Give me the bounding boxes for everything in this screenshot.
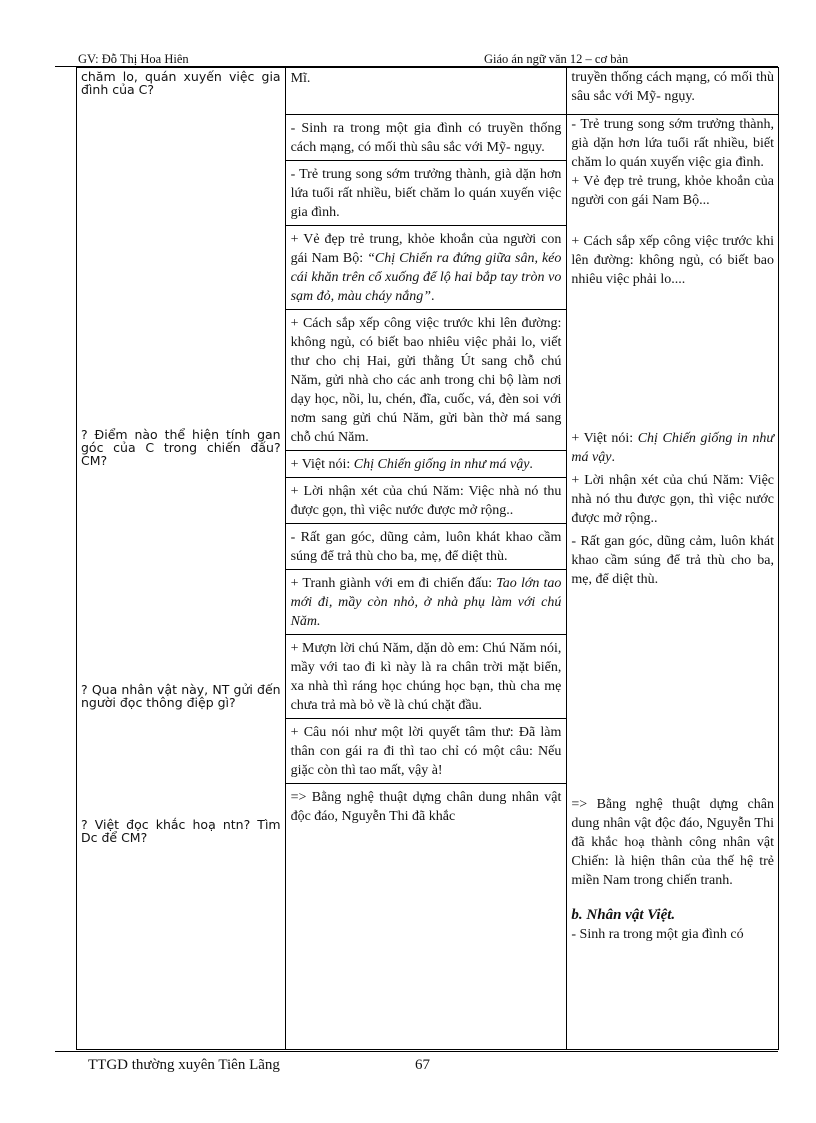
answer-block: - Trẻ trung song sớm trưởng thành, già dặn hơn lứa tuổi rất nhiều, biết chăm lo quán xuyến việc gia đình. <box>286 161 567 226</box>
answer-block: + Lời nhận xét của chú Năm: Việc nhà nó thu được gọn, thì việc nước được mở rộng.. <box>286 478 567 524</box>
note-block: - Trẻ trung song sớm trưởng thành, già dặn hơn lứa tuổi rất nhiều, biết chăm lo quán xuyến việc gia đình. <box>571 117 774 170</box>
lesson-table <box>76 67 779 1050</box>
teacher-name: GV: Đỗ Thị Hoa Hiên <box>78 52 189 66</box>
question-3: ? Qua nhân vật này, NT gửi đến người đọc thông điệp gì? <box>81 682 281 710</box>
question-column <box>77 68 286 1050</box>
answer-block: => Bằng nghệ thuật dựng chân dung nhân vật độc đáo, Nguyễn Thi đã khắc <box>290 790 562 824</box>
answer-block: + Câu nói như một lời quyết tâm thư: Đã làm thân con gái ra đi thì tao chỉ có một câu: Nếu giặc còn thì tao mất, vậy à! <box>286 719 567 784</box>
note-text: + Việt nói: <box>571 431 638 446</box>
footer-rule <box>55 1051 778 1052</box>
answer-block: - Rất gan góc, dũng cảm, luôn khát khao cầm súng để trả thù cho ba, mẹ, để diệt thù. <box>286 524 567 570</box>
answer-block <box>286 226 567 310</box>
answer-block: - Sinh ra trong một gia đình có truyền thống cách mạng, có mối thù sâu sắc với Mỹ- ngụy. <box>286 115 567 161</box>
note-block: - Rất gan góc, dũng cảm, luôn khát khao cầm súng để trả thù cho ba, mẹ, để diệt thù. <box>571 534 774 587</box>
question-4: ? Việt đọc khắc hoạ ntn? Tìm Dc để CM? <box>81 817 281 845</box>
answer-block: Mĩ. <box>286 68 567 115</box>
answer-block <box>286 570 567 635</box>
quote-text: Chị Chiến giống in như má vậy <box>353 457 530 472</box>
note-block: => Bằng nghệ thuật dựng chân dung nhân vật độc đáo, Nguyễn Thi đã khắc hoạ thành công nhân vật Chiến: là hiện thân của thế hệ trẻ miền Nam trong chiến tranh. <box>571 797 774 888</box>
table-row <box>77 68 779 1050</box>
note-block: + Vẻ đẹp trẻ trung, khỏe khoắn của người con gái Nam Bộ... <box>571 174 774 208</box>
section-heading: b. Nhân vật Việt. <box>571 907 676 923</box>
quote-text: Tao lớn tao mới đi, mầy còn nhỏ, ở nhà phụ làm với chú Năm. <box>290 576 562 629</box>
note-text: . <box>611 450 615 465</box>
note-block: truyền thống cách mạng, có mối thù sâu sắc với Mỹ- ngụy. <box>571 70 774 104</box>
answer-column <box>285 68 567 1050</box>
question-1: chăm lo, quán xuyến việc gia đình của C? <box>81 69 281 97</box>
answer-text: + Vẻ đẹp trẻ trung, khỏe khoắn của người con gái Nam Bộ: <box>290 232 562 266</box>
note-block <box>567 429 778 467</box>
page-header <box>78 52 778 66</box>
note-block: + Cách sắp xếp công việc trước khi lên đường: không ngủ, có biết bao nhiêu việc phải lo.... <box>571 234 774 287</box>
answer-block: + Cách sắp xếp công việc trước khi lên đường: không ngủ, có biết bao nhiêu việc phải lo, viết thư cho chị Hai, gửi thằng Út sang chỗ chú Năm, gửi nhà cho các anh trong chi bộ làm nơi dạy học, nồi, lu, chén, đĩa, cuốc, vá, đèn soi với nơm sang gửi chú Năm, gửi bàn thờ má sang chỗ chú Năm. <box>286 310 567 451</box>
notes-column <box>567 68 779 1050</box>
quote-text: “Chị Chiến ra đứng giữa sân, kéo cái khăn trên cổ xuống để lộ hai bắp tay tròn vo sạm đỏ, màu cháy nắng” <box>290 251 562 304</box>
note-block: + Lời nhận xét của chú Năm: Việc nhà nó thu được gọn, thì việc nước được mở rộng.. <box>571 473 774 526</box>
answer-text: . <box>430 289 435 304</box>
note-divider <box>567 106 778 115</box>
footer-center: TTGD thường xuyên Tiên Lãng <box>88 1057 280 1073</box>
page-number: 67 <box>415 1057 430 1073</box>
answer-block <box>286 451 567 478</box>
quote-text: Chị Chiến giống in như má vậy <box>571 431 774 465</box>
answer-block: + Mượn lời chú Năm, dặn dò em: Chú Năm nói, mầy với tao đi kì này là ra chân trời mặt biển, xa nhà thì ráng học chúng học bạn, thù cha mẹ chưa trả mà bỏ về là chú chặt đầu. <box>286 635 567 719</box>
note-block: - Sinh ra trong một gia đình có <box>571 927 744 942</box>
question-2: ? Điểm nào thể hiện tính gan góc của C trong chiến đấu? CM? <box>81 427 281 468</box>
answer-text: + Việt nói: <box>290 457 354 472</box>
subject-title: Giáo án ngữ văn 12 – cơ bản <box>484 52 629 66</box>
answer-text: . <box>529 457 533 472</box>
answer-text: + Tranh giành với em đi chiến đấu: <box>290 576 497 591</box>
